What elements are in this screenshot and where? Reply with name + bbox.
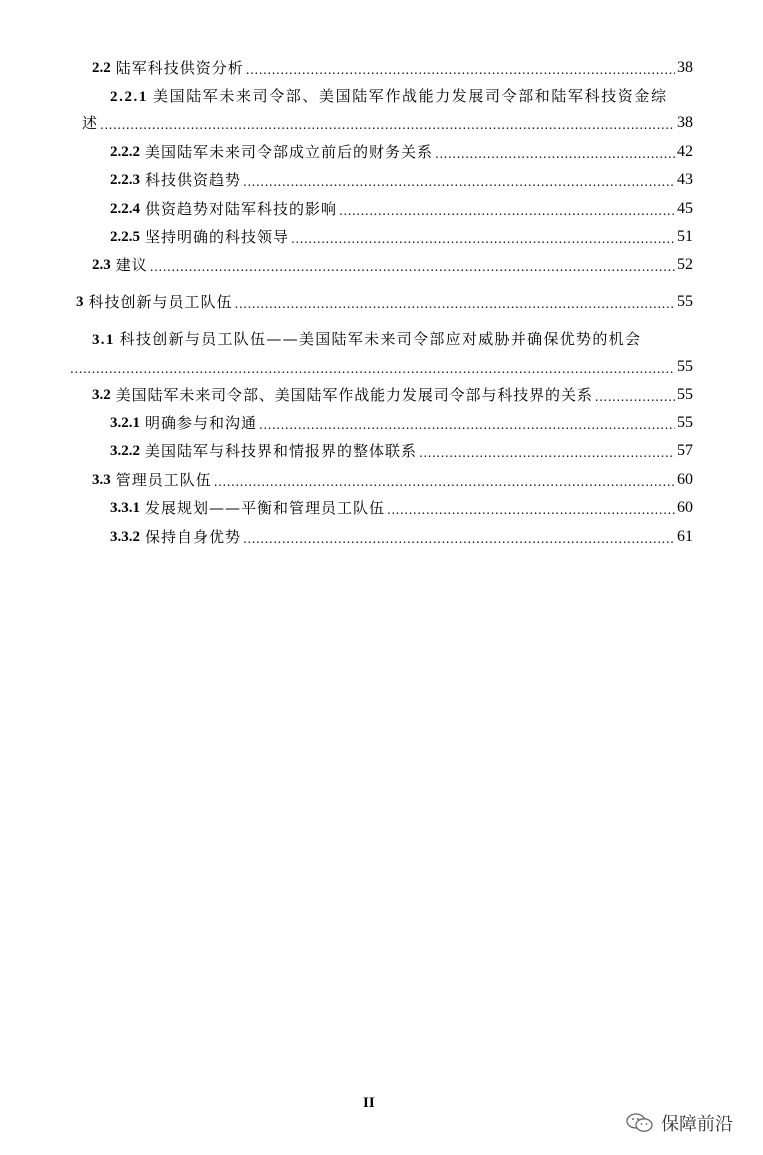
toc-leader-dots xyxy=(150,256,675,274)
toc-entry-page: 38 xyxy=(677,114,693,131)
toc-entry-page: 43 xyxy=(677,171,693,188)
toc-entry-number: 3 xyxy=(76,294,84,310)
toc-entry-page: 55 xyxy=(677,293,693,310)
toc-entry-title: 科技创新与员工队伍——美国陆军未来司令部应对威胁并确保优势的机会 xyxy=(119,330,642,348)
toc-entry-title: 美国陆军未来司令部成立前后的财务关系 xyxy=(145,143,434,161)
toc-entry-title: 美国陆军未来司令部、美国陆军作战能力发展司令部和陆军科技资金综 xyxy=(153,87,668,105)
toc-leader-dots xyxy=(291,228,675,246)
toc-entry-page: 52 xyxy=(677,256,693,273)
toc-entry-number: 2.2.4 xyxy=(110,201,140,217)
toc-entry-title: 建议 xyxy=(115,256,148,274)
toc-entry-continuation[interactable] xyxy=(82,114,693,132)
watermark-text: 保障前沿 xyxy=(661,1114,733,1135)
toc-entry[interactable] xyxy=(110,143,693,161)
page-number: II xyxy=(363,1095,375,1111)
toc-entry-number: 3.3.2 xyxy=(110,529,140,545)
toc-entry-title: 明确参与和沟通 xyxy=(145,414,258,432)
toc-entry-page: 57 xyxy=(677,442,693,459)
toc-entry[interactable] xyxy=(92,386,693,404)
toc-entry[interactable] xyxy=(110,171,693,189)
toc-entry-number: 2.2.2 xyxy=(110,144,140,160)
toc-entry-number: 2.2.1 xyxy=(110,89,148,105)
toc-entry-number: 3.2 xyxy=(92,387,111,403)
toc-entry[interactable] xyxy=(110,499,693,517)
toc-entry-page: 60 xyxy=(677,499,693,516)
toc-entry-number: 3.2.2 xyxy=(110,443,140,459)
toc-entry-page: 55 xyxy=(677,358,693,375)
toc-entry-wrapped[interactable] xyxy=(92,330,641,349)
toc-leader-dots xyxy=(339,200,675,218)
toc-leader-dots xyxy=(243,171,675,189)
toc-entry-continuation[interactable] xyxy=(68,358,693,376)
toc-leader-dots xyxy=(70,358,675,376)
toc-entry[interactable] xyxy=(110,414,693,432)
toc-entry-page: 42 xyxy=(677,143,693,160)
toc-entry-title: 陆军科技供资分析 xyxy=(115,59,244,77)
toc-entry-page: 61 xyxy=(677,528,693,545)
toc-entry-title: 美国陆军未来司令部、美国陆军作战能力发展司令部与科技界的关系 xyxy=(115,386,593,404)
toc-entry-page: 38 xyxy=(677,59,693,76)
toc-entry-number: 3.3.1 xyxy=(110,500,140,516)
toc-leader-dots xyxy=(243,528,675,546)
toc-leader-dots xyxy=(235,293,675,311)
toc-entry-number: 3.3 xyxy=(92,472,111,488)
toc-leader-dots xyxy=(419,442,675,460)
toc-entry-title: 科技供资趋势 xyxy=(145,171,242,189)
toc-entry-title: 美国陆军与科技界和情报界的整体联系 xyxy=(145,442,418,460)
toc-entry-title: 供资趋势对陆军科技的影响 xyxy=(145,200,338,218)
toc-entry-page: 51 xyxy=(677,228,693,245)
toc-entry-number: 3.2.1 xyxy=(110,415,140,431)
toc-entry-wrapped[interactable] xyxy=(110,87,668,106)
toc-entry[interactable] xyxy=(92,59,693,77)
toc-entry-title: 坚持明确的科技领导 xyxy=(145,228,290,246)
toc-entry-number: 3.1 xyxy=(92,332,115,348)
watermark xyxy=(625,1110,733,1136)
toc-entry-title: 科技创新与员工队伍 xyxy=(88,293,233,311)
toc-entry-number: 2.2 xyxy=(92,60,111,76)
toc-entry-number: 2.2.3 xyxy=(110,172,140,188)
toc-leader-dots xyxy=(214,471,675,489)
toc-leader-dots xyxy=(435,143,675,161)
toc-entry-title: 保持自身优势 xyxy=(145,528,242,546)
toc-entry-page: 55 xyxy=(677,386,693,403)
toc-entry-title-cont: 述 xyxy=(82,114,99,132)
toc-leader-dots xyxy=(595,386,675,404)
toc-entry-title: 管理员工队伍 xyxy=(115,471,212,489)
toc-entry-page: 60 xyxy=(677,471,693,488)
toc-entry-number: 2.3 xyxy=(92,257,111,273)
toc-entry[interactable] xyxy=(92,256,693,274)
toc-leader-dots xyxy=(100,114,675,132)
toc-entry[interactable] xyxy=(110,442,693,460)
toc-entry[interactable] xyxy=(92,471,693,489)
toc-entry[interactable] xyxy=(110,528,693,546)
toc-leader-dots xyxy=(259,414,675,432)
wechat-icon xyxy=(625,1112,655,1134)
toc-entry-page: 45 xyxy=(677,200,693,217)
toc-entry[interactable] xyxy=(110,228,693,246)
toc-entry-number: 2.2.5 xyxy=(110,229,140,245)
toc-entry-page: 55 xyxy=(677,414,693,431)
toc-leader-dots xyxy=(246,59,675,77)
toc-entry-chapter[interactable] xyxy=(76,293,693,311)
toc-entry[interactable] xyxy=(110,200,693,218)
toc-leader-dots xyxy=(387,499,675,517)
toc-entry-title: 发展规划——平衡和管理员工队伍 xyxy=(145,499,386,517)
